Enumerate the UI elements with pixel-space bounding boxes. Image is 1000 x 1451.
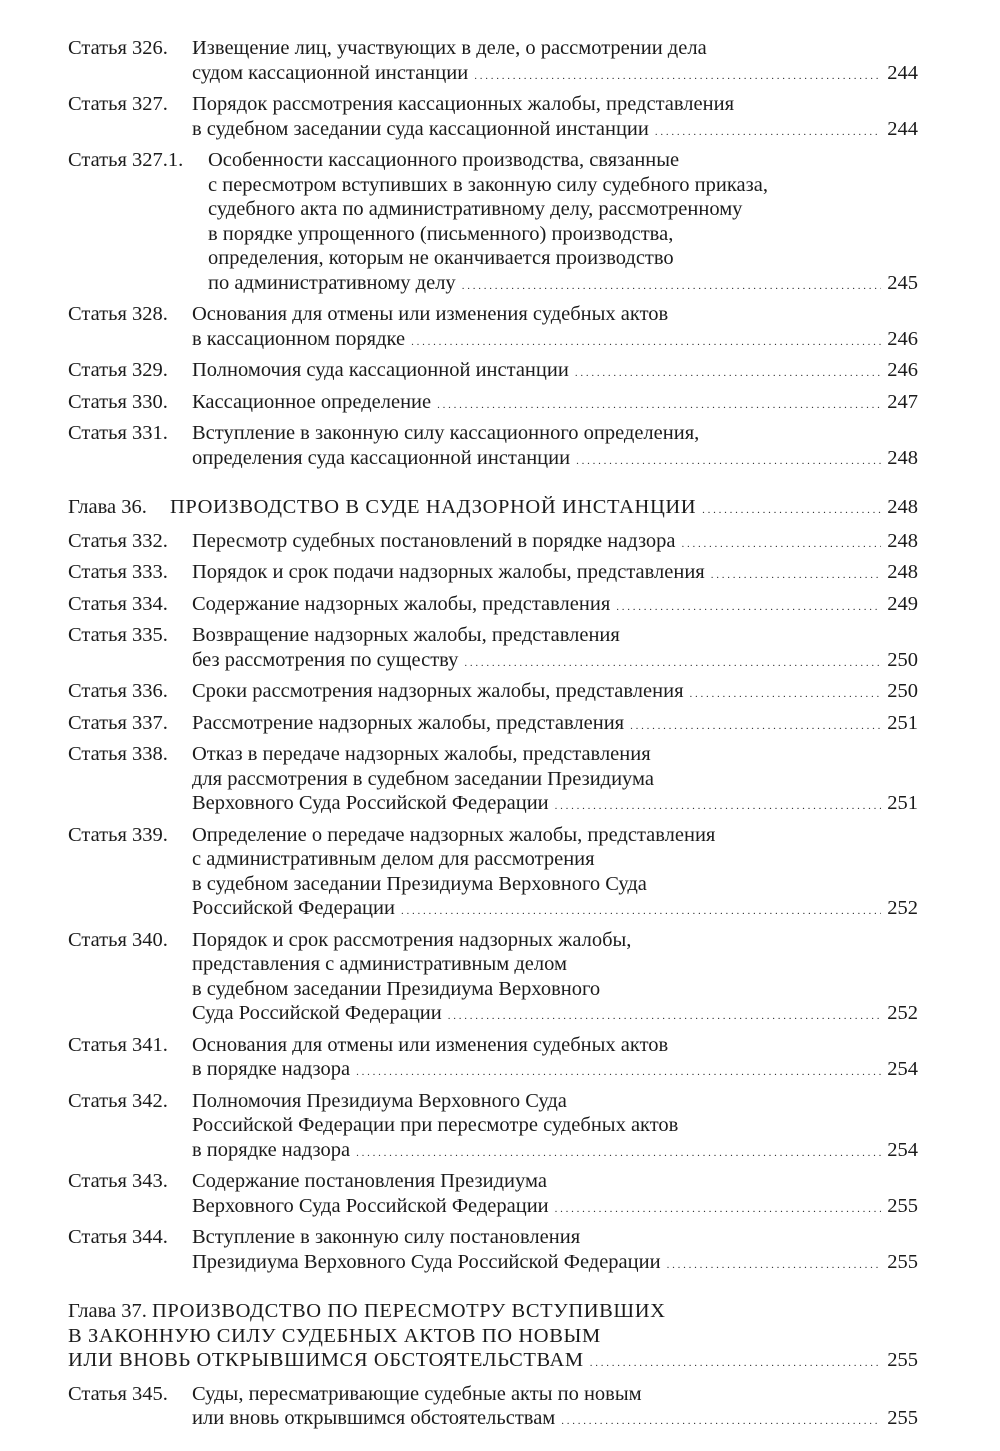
article-label: Статья 344. <box>68 1226 168 1248</box>
title-text: Порядок и срок подачи надзорных жалобы, представления <box>192 561 705 583</box>
page-number: 244 <box>887 117 918 140</box>
title-line <box>192 847 918 872</box>
title-line <box>192 928 918 953</box>
page-number: 246 <box>887 359 918 381</box>
page-number: 254 <box>887 1138 918 1161</box>
dot-leader <box>682 529 882 557</box>
title-text: в порядке надзора <box>192 1138 351 1161</box>
toc-article-entry <box>68 711 918 739</box>
entry-title <box>192 823 918 924</box>
toc-article-entry <box>68 1089 918 1166</box>
entry-title <box>192 36 918 88</box>
title-line <box>192 61 918 89</box>
toc-article-entry <box>68 1225 918 1277</box>
title-line <box>192 358 918 386</box>
dot-leader <box>667 1250 882 1278</box>
dot-leader <box>690 679 882 707</box>
toc-article-entry <box>68 1169 918 1221</box>
dot-leader <box>575 358 881 386</box>
title-line <box>192 1033 918 1058</box>
article-label: Статья 339. <box>68 823 168 846</box>
toc-article-entry <box>68 92 918 144</box>
toc-chapter-entry <box>68 1299 918 1376</box>
page-number: 250 <box>887 648 918 671</box>
entry-title <box>192 421 918 473</box>
title-line <box>208 148 918 173</box>
article-label: Статья 327. <box>68 93 168 115</box>
page-number: 250 <box>887 680 918 702</box>
dot-leader <box>590 1348 882 1376</box>
entry-title <box>192 1033 918 1085</box>
toc-article-entry <box>68 358 918 386</box>
title-line <box>192 92 918 117</box>
entry-title <box>192 92 918 144</box>
page-number: 248 <box>887 446 918 469</box>
toc-chapter-entry <box>68 495 918 523</box>
title-text: Президиума Верховного Суда Российской Федерации <box>192 1250 661 1273</box>
title-line <box>192 327 918 355</box>
title-line <box>68 1299 918 1324</box>
title-text: Извещение лиц, участвующих в деле, о рассмотрении дела <box>192 37 707 59</box>
title-text: представления с административным делом <box>192 953 567 975</box>
toc-article-entry <box>68 302 918 354</box>
dot-leader <box>474 61 881 89</box>
title-line <box>192 117 918 145</box>
article-label: Статья 337. <box>68 711 168 734</box>
page-number: 251 <box>887 792 918 814</box>
article-label: Статья 328. <box>68 303 168 325</box>
title-line <box>192 1138 918 1166</box>
article-label: Статья 336. <box>68 680 168 702</box>
dot-leader <box>702 495 881 523</box>
page-number: 248 <box>887 496 918 518</box>
dot-leader <box>576 446 881 474</box>
toc-article-entry <box>68 623 918 675</box>
title-text: Основания для отмены или изменения судебных актов <box>192 1033 669 1056</box>
page-number: 255 <box>887 1250 918 1273</box>
title-text: в судебном заседании Президиума Верховного Суда <box>192 872 647 895</box>
title-text: Порядок рассмотрения кассационных жалобы, представления <box>192 93 734 115</box>
toc-article-entry <box>68 823 918 924</box>
entry-title <box>192 1225 918 1277</box>
article-label: Статья 333. <box>68 561 168 583</box>
table-of-contents <box>68 36 918 1438</box>
title-text: в порядке упрощенного (письменного) производства, <box>208 222 674 245</box>
title-line <box>192 529 918 557</box>
title-line <box>68 1324 918 1349</box>
title-line <box>192 1382 918 1407</box>
toc-article-entry <box>68 529 918 557</box>
entry-title <box>192 928 918 1029</box>
entry-title <box>192 358 918 386</box>
entry-title <box>68 1299 918 1376</box>
toc-article-entry <box>68 36 918 88</box>
title-text: Содержание постановления Президиума <box>192 1170 547 1192</box>
page-number: 251 <box>887 711 918 734</box>
article-label: Статья 326. <box>68 37 168 59</box>
article-label: Статья 334. <box>68 592 168 615</box>
entry-title <box>170 495 918 523</box>
dot-leader <box>616 592 881 620</box>
title-line <box>192 1089 918 1114</box>
title-text: Полномочия Президиума Верховного Суда <box>192 1089 567 1112</box>
title-text: Содержание надзорных жалобы, представления <box>192 592 611 615</box>
entry-title <box>208 148 918 298</box>
title-line <box>192 711 918 739</box>
toc-article-entry <box>68 928 918 1029</box>
dot-leader <box>401 896 881 924</box>
title-line <box>208 271 918 299</box>
title-text: В ЗАКОННУЮ СИЛУ СУДЕБНЫХ АКТОВ ПО НОВЫМ <box>68 1324 601 1347</box>
article-label: Статья 345. <box>68 1382 168 1405</box>
dot-leader <box>630 711 881 739</box>
page-number: 246 <box>887 327 918 350</box>
title-text: с пересмотром вступивших в законную силу судебного приказа, <box>208 173 768 196</box>
page-number: 248 <box>887 561 918 583</box>
title-text: в кассационном порядке <box>192 327 406 350</box>
title-text: без рассмотрения по существу <box>192 648 459 671</box>
toc-article-entry <box>68 421 918 473</box>
title-text: по административному делу <box>208 271 456 294</box>
page-number: 249 <box>887 592 918 615</box>
entry-title <box>192 623 918 675</box>
article-label: Статья 329. <box>68 359 168 381</box>
title-text: Вступление в законную силу постановления <box>192 1226 581 1248</box>
dot-leader <box>561 1406 881 1434</box>
title-text: в порядке надзора <box>192 1058 351 1080</box>
title-line <box>192 421 918 446</box>
title-line <box>192 302 918 327</box>
article-label: Статья 341. <box>68 1033 168 1056</box>
page-number: 247 <box>887 390 918 413</box>
title-text: ИЛИ ВНОВЬ ОТКРЫВШИМСЯ ОБСТОЯТЕЛЬСТВАМ <box>68 1349 584 1371</box>
title-text: Сроки рассмотрения надзорных жалобы, представления <box>192 680 684 702</box>
page-number: 245 <box>887 271 918 294</box>
article-label: Статья 331. <box>68 422 168 444</box>
dot-leader <box>655 117 881 145</box>
chapter-label: Глава 37. <box>68 1300 147 1322</box>
page-number: 255 <box>887 1349 918 1371</box>
dot-leader <box>356 1057 881 1085</box>
title-text: Особенности кассационного производства, связанные <box>208 149 680 171</box>
title-line <box>192 1406 918 1434</box>
title-line <box>192 767 918 792</box>
title-line <box>192 742 918 767</box>
entry-title <box>192 1169 918 1221</box>
entry-title <box>192 529 918 557</box>
title-line <box>192 1169 918 1194</box>
title-text: Отказ в передаче надзорных жалобы, представления <box>192 743 651 765</box>
title-line <box>192 823 918 848</box>
title-line <box>192 977 918 1002</box>
dot-leader <box>555 1194 882 1222</box>
article-label: Статья 343. <box>68 1170 168 1192</box>
title-text: судебного акта по административному делу, рассмотренному <box>208 198 743 220</box>
entry-title <box>192 679 918 707</box>
article-label: Статья 342. <box>68 1089 168 1112</box>
dot-leader <box>411 327 881 355</box>
title-text: Верховного Суда Российской Федерации <box>192 1194 549 1217</box>
title-line <box>170 495 918 523</box>
title-text: Рассмотрение надзорных жалобы, представления <box>192 711 625 734</box>
dot-leader <box>356 1138 881 1166</box>
title-text: Вступление в законную силу кассационного определения, <box>192 422 700 444</box>
toc-article-entry <box>68 592 918 620</box>
toc-article-entry <box>68 679 918 707</box>
toc-article-entry <box>68 390 918 418</box>
page-number: 248 <box>887 529 918 552</box>
title-text: для рассмотрения в судебном заседании Президиума <box>192 767 654 790</box>
title-text: с административным делом для рассмотрения <box>192 848 595 870</box>
dot-leader <box>437 390 881 418</box>
entry-title <box>192 390 918 418</box>
title-text: Российской Федерации <box>192 897 395 919</box>
title-line <box>208 173 918 198</box>
title-line <box>192 560 918 588</box>
title-line <box>192 1250 918 1278</box>
title-text: Суды, пересматривающие судебные акты по новым <box>192 1382 642 1405</box>
title-line <box>192 952 918 977</box>
toc-article-entry <box>68 560 918 588</box>
title-line <box>192 1057 918 1085</box>
title-text: ПРОИЗВОДСТВО В СУДЕ НАДЗОРНОЙ ИНСТАНЦИИ <box>170 496 697 518</box>
toc-article-entry <box>68 1033 918 1085</box>
title-text: Порядок и срок рассмотрения надзорных жалобы, <box>192 928 632 951</box>
toc-article-entry <box>68 1382 918 1434</box>
entry-title <box>192 711 918 739</box>
dot-leader <box>448 1001 882 1029</box>
title-text: Суда Российской Федерации <box>192 1002 442 1024</box>
article-label: Статья 335. <box>68 624 168 646</box>
title-line <box>192 36 918 61</box>
article-label: Статья 330. <box>68 390 168 413</box>
title-text: в судебном заседании Президиума Верховного <box>192 977 601 1000</box>
page-number: 244 <box>887 61 918 84</box>
title-text: определения суда кассационной инстанции <box>192 446 571 469</box>
article-label: Статья 338. <box>68 743 168 765</box>
title-text: или вновь открывшимся обстоятельствам <box>192 1407 556 1429</box>
title-line <box>192 648 918 676</box>
title-line <box>208 197 918 222</box>
title-text: Определение о передаче надзорных жалобы, представления <box>192 823 716 846</box>
page-number: 255 <box>887 1194 918 1217</box>
title-text: Российской Федерации при пересмотре судебных актов <box>192 1114 679 1136</box>
title-line <box>192 679 918 707</box>
title-text: в судебном заседании суда кассационной инстанции <box>192 117 649 140</box>
toc-article-entry <box>68 148 918 298</box>
entry-title <box>192 1382 918 1434</box>
page-number: 254 <box>887 1058 918 1080</box>
title-text: судом кассационной инстанции <box>192 61 469 84</box>
title-line <box>192 1225 918 1250</box>
title-line <box>192 623 918 648</box>
page-number: 252 <box>887 897 918 919</box>
title-text: Возвращение надзорных жалобы, представления <box>192 624 620 646</box>
title-line <box>208 222 918 247</box>
title-text: Полномочия суда кассационной инстанции <box>192 359 569 381</box>
entry-title <box>192 302 918 354</box>
entry-title <box>192 592 918 620</box>
title-text: определения, которым не оканчивается производство <box>208 247 674 269</box>
title-line <box>208 246 918 271</box>
entry-title <box>192 742 918 819</box>
dot-leader <box>464 648 881 676</box>
page-number: 252 <box>887 1002 918 1024</box>
dot-leader <box>555 791 882 819</box>
article-label: Статья 332. <box>68 529 168 552</box>
entry-title <box>192 560 918 588</box>
title-text: ПРОИЗВОДСТВО ПО ПЕРЕСМОТРУ ВСТУПИВШИХ <box>152 1300 666 1322</box>
title-line <box>192 390 918 418</box>
dot-leader <box>462 271 882 299</box>
title-text: Пересмотр судебных постановлений в порядке надзора <box>192 529 676 552</box>
chapter-label: Глава 36. <box>68 496 147 518</box>
title-text: Основания для отмены или изменения судебных актов <box>192 303 669 325</box>
title-text: Верховного Суда Российской Федерации <box>192 792 549 814</box>
title-line <box>192 872 918 897</box>
title-line <box>192 592 918 620</box>
entry-title <box>192 1089 918 1166</box>
title-text: Кассационное определение <box>192 390 432 413</box>
title-line <box>192 1113 918 1138</box>
page-number: 255 <box>887 1407 918 1429</box>
title-line <box>192 446 918 474</box>
article-label: Статья 340. <box>68 928 168 951</box>
title-line <box>192 1001 918 1029</box>
article-label: Статья 327.1. <box>68 149 184 171</box>
toc-article-entry <box>68 742 918 819</box>
title-line <box>192 791 918 819</box>
dot-leader <box>711 560 882 588</box>
title-line <box>192 896 918 924</box>
title-line <box>68 1348 918 1376</box>
title-line <box>192 1194 918 1222</box>
